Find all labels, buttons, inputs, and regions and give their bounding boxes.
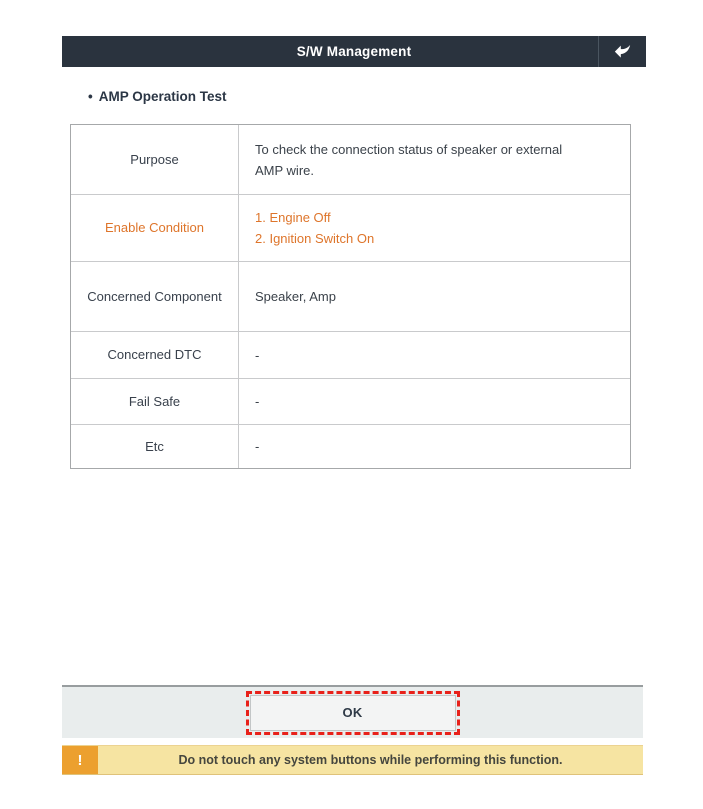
return-button[interactable] (598, 36, 646, 67)
row-value-fail-safe: - (255, 394, 260, 409)
ok-button-bar (62, 685, 643, 738)
title-bar (62, 36, 646, 67)
row-value-concerned-dtc: - (255, 347, 260, 363)
row-value-enable-condition (239, 195, 630, 261)
row-label-fail-safe: Fail Safe (71, 379, 239, 424)
ok-button[interactable]: OK (250, 695, 456, 731)
row-value-etc: - (255, 439, 260, 454)
table-row-fail-safe (71, 378, 630, 424)
enable-condition-line-2: 2. Ignition Switch On (255, 231, 375, 246)
warning-exclamation-icon: ! (62, 746, 98, 774)
row-value-concerned-component: Speaker, Amp (255, 289, 336, 304)
warning-notice-bar (62, 745, 643, 775)
enable-condition-line-1: 1. Engine Off (255, 210, 331, 225)
warning-message: Do not touch any system buttons while performing this function. (178, 753, 563, 767)
info-table (70, 124, 631, 469)
return-arrow-icon (612, 41, 633, 63)
row-value-purpose: To check the connection status of speaker or external AMP wire. (255, 141, 563, 178)
bullet-marker: • (88, 89, 93, 104)
row-label-concerned-dtc: Concerned DTC (71, 332, 239, 378)
page-title: S/W Management (296, 44, 412, 59)
row-label-enable-condition: Enable Condition (71, 195, 239, 261)
row-label-concerned-component: Concerned Component (71, 262, 239, 331)
section-title: AMP Operation Test (98, 89, 227, 104)
section-heading (88, 89, 227, 104)
row-label-etc: Etc (71, 425, 239, 468)
table-row-purpose (71, 125, 630, 194)
table-row-concerned-dtc (71, 331, 630, 378)
table-row-concerned-component (71, 261, 630, 331)
row-label-purpose: Purpose (71, 125, 239, 194)
red-dashed-highlight-box (246, 691, 460, 735)
table-row-enable-condition (71, 194, 630, 261)
table-row-etc (71, 424, 630, 468)
